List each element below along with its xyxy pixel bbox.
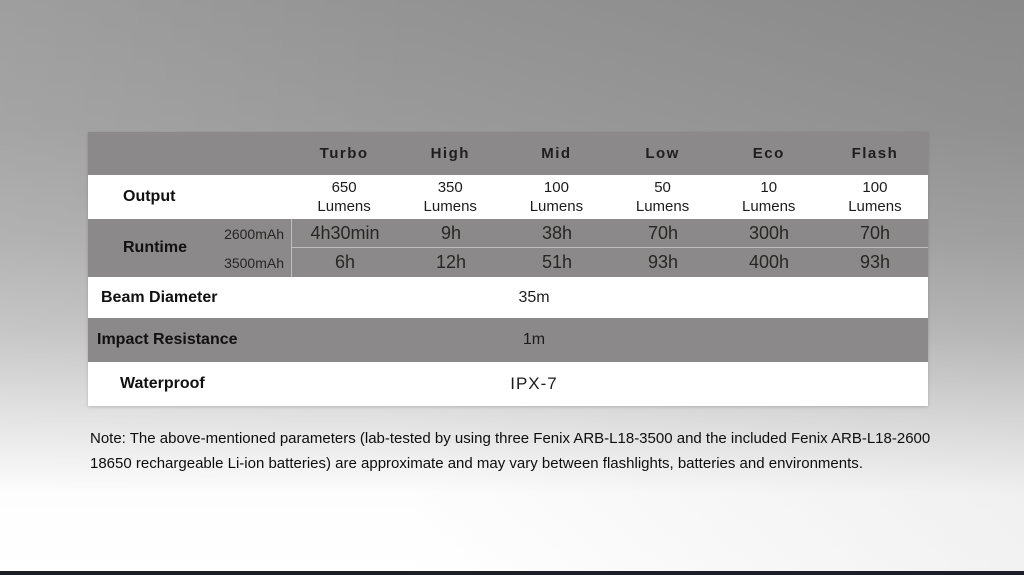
runtime-2600-low: 70h — [647, 222, 679, 243]
runtime-3500-low: 93h — [647, 252, 679, 272]
output-unit: Lumens — [635, 198, 690, 215]
runtime-2600-high: 9h — [440, 222, 462, 243]
output-number: 650 — [331, 179, 357, 196]
battery-column — [215, 219, 291, 277]
column-header-eco: Eco — [752, 145, 785, 162]
row-label-impact-resistance: Impact Resistance — [97, 331, 238, 348]
output-number: 100 — [862, 179, 888, 196]
runtime-3500-mid: 51h — [541, 252, 573, 272]
output-unit: Lumens — [317, 198, 371, 215]
column-header-flash: Flash — [851, 145, 899, 162]
spec-row-waterproof — [88, 362, 928, 406]
column-header-high: High — [430, 145, 470, 162]
output-unit: Lumens — [423, 198, 477, 215]
runtime-2600-turbo: 4h30min — [310, 222, 380, 243]
row-label-runtime: Runtime — [123, 239, 187, 256]
row-label-waterproof: Waterproof — [120, 375, 205, 392]
impact-resistance-value: 1m — [522, 331, 546, 348]
battery-label-3500: 3500mAh — [224, 254, 284, 271]
column-header-turbo: Turbo — [319, 145, 369, 162]
runtime-2600-eco: 300h — [748, 222, 790, 243]
output-number: 10 — [760, 179, 778, 196]
table-header-row — [88, 132, 928, 175]
runtime-2600-flash: 70h — [859, 222, 891, 243]
output-value-low — [609, 178, 715, 216]
note-text: Note: The above-mentioned parameters (lab-tested by using three Fenix ARB-L18-3500 and the included Fenix ARB-L18-2600 18650 rechargeable Li-ion batteries) are approximate and may vary between flashlights, batteries and environments. — [90, 430, 931, 472]
column-header-mid: Mid — [541, 145, 572, 162]
output-unit: Lumens — [529, 198, 584, 215]
spec-row-beam-diameter — [88, 277, 928, 318]
runtime-row — [88, 219, 928, 277]
waterproof-value: IPX-7 — [510, 374, 558, 393]
runtime-3500-eco: 400h — [748, 252, 790, 272]
output-unit: Lumens — [848, 198, 902, 215]
row-label-output: Output — [123, 188, 176, 205]
output-value-turbo — [291, 178, 397, 216]
runtime-3500-flash: 93h — [859, 252, 891, 272]
output-value-eco — [716, 178, 822, 216]
spec-table — [88, 132, 928, 406]
output-number: 50 — [654, 179, 671, 196]
runtime-2600-mid: 38h — [541, 222, 573, 243]
column-header-low: Low — [645, 145, 680, 162]
runtime-row-3500 — [292, 248, 928, 277]
beam-diameter-value: 35m — [518, 288, 550, 306]
output-value-high — [397, 178, 503, 216]
runtime-3500-turbo: 6h — [334, 252, 356, 272]
output-number: 350 — [437, 179, 463, 196]
runtime-3500-high: 12h — [435, 252, 467, 272]
row-label-runtime-cell — [88, 219, 215, 277]
output-row — [88, 175, 928, 219]
row-label-beam-diameter: Beam Diameter — [101, 288, 218, 306]
output-unit: Lumens — [742, 198, 796, 215]
output-number: 100 — [543, 179, 569, 196]
runtime-values — [291, 219, 928, 277]
spec-row-impact-resistance — [88, 318, 928, 362]
output-value-mid — [503, 178, 609, 216]
output-value-flash — [822, 178, 928, 216]
bottom-bar — [0, 571, 1024, 575]
battery-label-2600: 2600mAh — [224, 225, 284, 242]
runtime-row-2600 — [292, 219, 928, 248]
